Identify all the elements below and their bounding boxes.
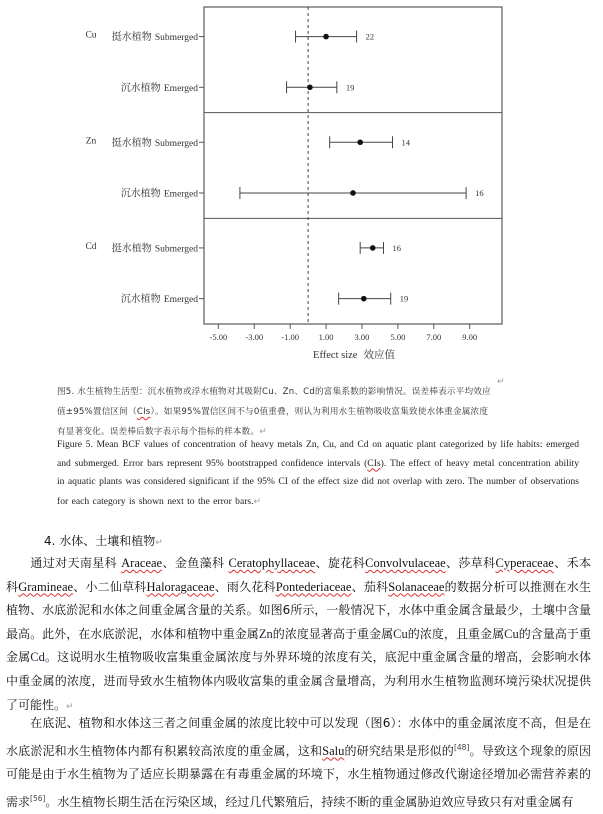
plot-border: [204, 7, 502, 324]
row-label: [121, 186, 199, 199]
x-tick-label: -5.00: [209, 332, 228, 342]
row-label-cn: 沉水植物: [120, 188, 164, 200]
metal-label: Cd: [85, 241, 97, 252]
row-label-en: Submerged: [154, 244, 198, 255]
family-name: Gramineae: [18, 579, 74, 594]
forest-plot: [0, 0, 603, 365]
x-tick-label: 9.00: [462, 332, 478, 342]
body-paragraph-1: 通过对天南星科 Araceae、金鱼藻科 Ceratophyllaceae、旋花科Convolvulaceae、莎草科Cyperaceae、禾本科Gramineae、小二仙草科Haloragaceae、雨久花科Pontederiaceae、茄科Solanaceae的数据分析可以推测在水生植物、水底淤泥和水体之间重金属含量的关系。如图6所示，一般情况下，水体中重金属含量最少，土壤中含量最高。此外，在水底淤泥，水体和植物中重金属Zn的浓度显著高于重金属Cu的浓度，且重金属Cu的含量高于重金属Cd。这说明水生植物吸收富集重金属浓度与外界环境的浓度有关，底泥中重金属含量的增高，会影响水体中重金属的浓度，进而导致水生植物体内吸收富集的重金属含量增高，为利用水生植物监测环境污染状况提供了可能性。↵: [6, 556, 591, 712]
sample-size-label: 19: [399, 293, 409, 304]
row-label: [112, 136, 199, 149]
caption-cn-line-3: 有显著变化。误差棒后数字表示每个指标的样本数。↵: [57, 427, 268, 437]
x-tick-label: 7.00: [426, 332, 442, 342]
sample-size-label: 14: [401, 137, 410, 148]
citation-link[interactable]: [56]: [30, 793, 46, 803]
sample-size-label: 16: [475, 187, 484, 198]
plot-row: [121, 186, 484, 199]
row-label-en: Emerged: [163, 189, 198, 200]
x-tick-label: 3.00: [354, 332, 370, 342]
mean-point: [350, 190, 356, 196]
section-heading: 4. 水体、土壤和植物↵: [44, 534, 163, 548]
figure-caption-chinese: [57, 377, 577, 442]
mean-point: [370, 245, 376, 251]
family-name: Ceratophyllaceae: [228, 556, 316, 570]
panel-dividers: [204, 113, 502, 219]
plot-row: [121, 81, 355, 94]
row-label-cn: 挺水植物: [111, 32, 155, 44]
family-name: Convolvulaceae: [365, 556, 446, 570]
mean-point: [307, 85, 313, 91]
x-tick-label: -3.00: [245, 332, 264, 342]
row-label: [112, 30, 199, 43]
plot-row: [86, 136, 411, 149]
plot-row: [85, 30, 374, 43]
row-label-cn: 沉水植物: [120, 294, 164, 306]
family-name: Araceae: [121, 556, 163, 570]
plot-frame: [204, 7, 502, 324]
x-tick-label: -1.00: [281, 332, 300, 342]
mean-point: [357, 139, 363, 145]
row-label: [121, 81, 199, 94]
metal-label: Zn: [85, 136, 97, 147]
caption-cn-line-1: 图5. 水生植物生活型：沉水植物或浮水植物对其吸附Cu、Zn、Cd的富集系数的影响情况。误差棒表示平均效应↵: [57, 377, 505, 397]
row-label-cn: 挺水植物: [111, 243, 155, 255]
sample-size-label: 19: [345, 82, 355, 93]
x-axis-label: Effect size 效应值: [313, 349, 395, 361]
row-label-en: Emerged: [163, 83, 198, 94]
author-name: Salu: [322, 743, 345, 758]
sample-size-label: 16: [392, 242, 402, 253]
row-label: [121, 292, 199, 305]
row-label-cn: 挺水植物: [111, 137, 155, 149]
row-label-en: Submerged: [154, 138, 198, 149]
plot-row: [121, 292, 409, 305]
caption-cn-line-2: 值±95%置信区间（CIs）。如果95%置信区间不与0值重叠，则认为利用水生植物吸收富集致使水体重金属浓度: [57, 407, 489, 417]
citation-link[interactable]: [48]: [453, 742, 470, 752]
x-tick-label: 1.00: [318, 332, 334, 342]
x-axis-ticks: [210, 324, 478, 342]
body-paragraph-2: 在底泥、植物和水体这三者之间重金属的浓度比较中可以发现（图6）：水体中的重金属浓度不高，但是在水底淤泥和水生植物体内都有积累较高浓度的重金属，这和Salu的研究结果是形似的[48]。导致这个现象的原因可能是由于水生植物为了适应长期暴露在有毒重金属的环境下，水生植物通过修改代谢途径增加必需营养素的需求[56]。水生植物长期生活在污染区域，经过几代繁殖后，持续不断的重金属胁迫效应导致只有对重金属有: [6, 716, 591, 809]
family-name: Pontederiaceae: [275, 579, 352, 594]
x-tick-label: 5.00: [390, 332, 406, 342]
plot-rows: [85, 30, 483, 305]
row-label: [112, 241, 199, 254]
row-label-en: Submerged: [154, 33, 198, 44]
plot-row: [85, 241, 401, 254]
figure-caption-english: Figure 5. Mean BCF values of concentration of heavy metals Zn, Cu, and Cd on aquatic plant categorized by life habits: emerged and submerged. Error bars represent 95% bootstrapped confidence intervals (CIs). The effect of heavy metal concentration ability in aquatic plants was considered significant if the 95% CI of the effect size did not overlap with zero. The number of observations for each category is shown next to the error bars.↵: [57, 439, 579, 507]
metal-label: Cu: [85, 30, 97, 41]
family-name: Cyperaceae: [495, 556, 554, 570]
family-name: Haloragaceae: [146, 579, 215, 594]
mean-point: [361, 296, 367, 302]
family-name: Solanaceae: [388, 579, 445, 594]
row-label-cn: 沉水植物: [120, 82, 164, 94]
mean-point: [323, 34, 329, 40]
sample-size-label: 22: [365, 31, 375, 42]
row-label-en: Emerged: [163, 295, 198, 306]
